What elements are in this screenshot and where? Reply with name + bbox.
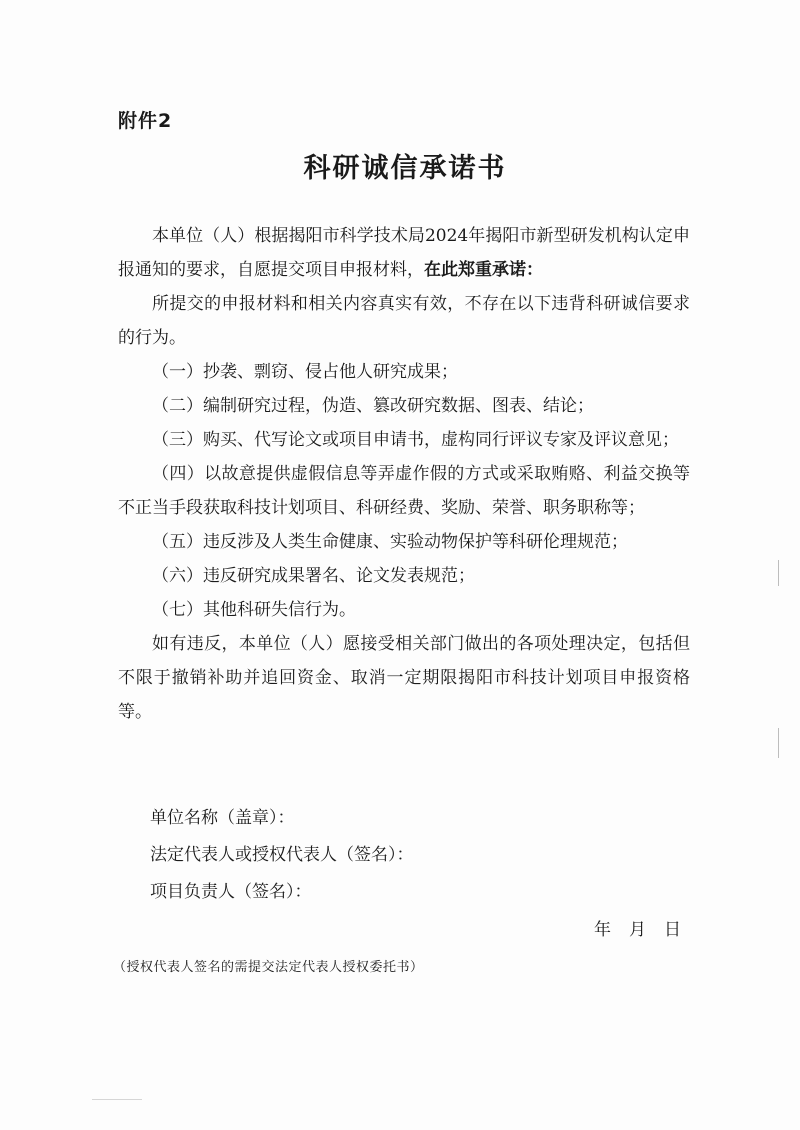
date-day: 日	[664, 920, 681, 940]
signature-block	[150, 800, 414, 911]
intro-bold-pledge: 在此郑重承诺：	[424, 260, 543, 280]
list-item: （三）购买、代写论文或项目申请书，虚构同行评议专家及评议意见；	[152, 430, 679, 450]
project-lead-line: 项目负责人（签名）：	[150, 882, 312, 902]
attachment-label: 附件2	[118, 110, 173, 132]
legal-representative-line: 法定代表人或授权代表人（签名）：	[150, 845, 414, 865]
unit-name-seal-line: 单位名称（盖章）：	[150, 808, 295, 828]
list-item: （四）以故意提供虚假信息等弄虚作假的方式或采取贿赂、利益交换等不正当手段获取科技计划项目、科研经费、奖励、荣誉、职务职称等；	[118, 464, 690, 518]
list-item: （六）违反研究成果署名、论文发表规范；	[152, 566, 475, 586]
commitment-body	[118, 219, 690, 729]
scan-artifact	[92, 1099, 142, 1100]
closing-paragraph: 如有违反，本单位（人）愿接受相关部门做出的各项处理决定，包括但不限于撤销补助并追回资金、取消一定期限揭阳市科技计划项目申报资格等。	[118, 634, 690, 722]
date-line	[594, 915, 681, 940]
date-year: 年	[594, 920, 611, 940]
statement-paragraph: 所提交的申报材料和相关内容真实有效，不存在以下违背科研诚信要求的行为。	[118, 294, 690, 348]
date-month: 月	[629, 920, 646, 940]
scan-artifact	[778, 728, 779, 758]
list-item: （五）违反涉及人类生命健康、实验动物保护等科研伦理规范；	[152, 532, 628, 552]
scan-artifact	[778, 560, 779, 586]
document-title: 科研诚信承诺书	[303, 153, 507, 184]
intro-paragraph	[118, 219, 690, 287]
intro-text: 本单位（人）根据揭阳市科学技术局2024年揭阳市新型研发机构认定申报通知的要求，自愿提交项目申报材料，	[118, 226, 690, 280]
authorization-note: （授权代表人签名的需提交法定代表人授权委托书）	[113, 960, 424, 975]
list-item: （一）抄袭、剽窃、侵占他人研究成果；	[152, 362, 458, 382]
list-item: （二）编制研究过程，伪造、篡改研究数据、图表、结论；	[152, 396, 594, 416]
list-item: （七）其他科研失信行为。	[152, 600, 356, 620]
